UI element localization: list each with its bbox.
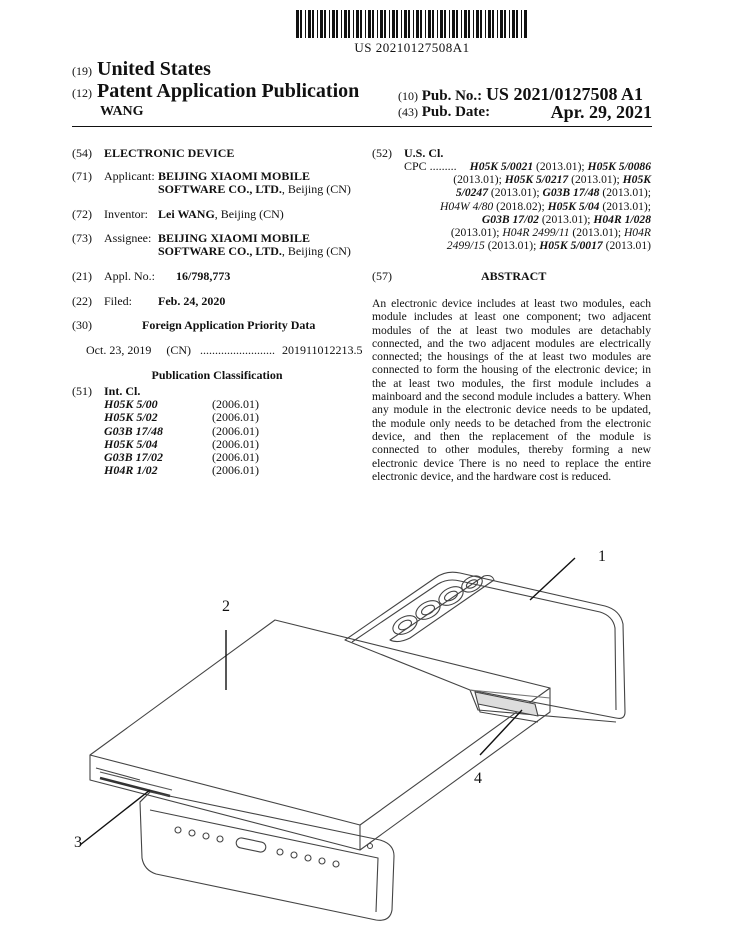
filed-label: Filed: [104,294,133,308]
foreign-priority-title: Foreign Application Priority Data [142,318,316,332]
applicant-line2-bold: SOFTWARE CO., LTD. [158,182,282,196]
int-cl-code: H05K 5/02 [104,410,158,425]
applicant-field [72,170,362,198]
cpc-line: (2013.01); H04R 2499/11 (2013.01); H04R [450,226,651,240]
country-heading [72,58,211,81]
barcode-pub-number: US 20210127508A1 [354,40,470,55]
int-cl-code: H05K 5/04 [104,436,158,451]
publication-type-heading [72,80,359,103]
cpc-line: 2499/15 (2013.01); H05K 5/0017 (2013.01) [446,239,651,253]
int-cl-year: (2006.01) [212,450,259,465]
uscl-label: U.S. Cl. [404,146,444,160]
applicant-line2-rest: , Beijing (CN) [281,182,351,196]
figure-label-1: 1 [598,548,606,565]
int-cl-year: (2006.01) [212,423,259,438]
abstract-header [372,270,652,284]
date-label: Pub. Date: [421,104,491,120]
int-cl-code: H05K 5/00 [104,397,158,411]
int-cl-row [104,411,284,424]
filed-tag: (22) [72,294,92,308]
inventor-value [158,208,284,221]
intcl-tag: (51) [72,384,92,398]
int-cl-code: H04R 1/02 [104,463,158,478]
module-2-drawing [90,620,550,850]
appl-no-field [72,270,362,284]
pubno-label: Pub. No.: [421,88,483,104]
pubno-value: US 2021/0127508 A1 [485,84,643,104]
invention-title: ELECTRONIC DEVICE [104,146,235,160]
pub-date-label-line [398,104,490,121]
assignee-line2-bold: SOFTWARE CO., LTD. [158,244,282,258]
int-cl-row [104,425,284,438]
int-cl-year: (2006.01) [212,397,259,411]
foreign-date: Oct. 23, 2019 [86,343,152,357]
figure-label-2: 2 [222,598,230,615]
inventor-surname: WANG [100,104,144,119]
applicant-label: Applicant: [104,169,155,183]
assignee-line1: BEIJING XIAOMI MOBILE [158,231,311,245]
filed-field [72,295,362,309]
int-cl-row [104,398,284,411]
assignee-line2 [158,245,351,258]
inventor-name: Lei WANG [158,207,215,221]
assignee-line2-rest: , Beijing (CN) [281,244,351,258]
applicant-line2 [158,183,351,196]
cpc-line: G03B 17/02 (2013.01); H04R 1/028 [481,212,651,226]
int-cl-row [104,464,284,477]
barcode-image [296,10,528,38]
cpc-line: H04W 4/80 (2018.02); H05K 5/04 (2013.01); [440,199,651,213]
figure-label-3: 3 [74,834,82,851]
inventor-location: , Beijing (CN) [214,207,284,221]
cpc-line: (2013.01); H05K 5/0217 (2013.01); H05K [453,173,651,187]
cpc-line: 5/0247 (2013.01); G03B 17/48 (2013.01); [455,186,651,200]
int-cl-code: G03B 17/02 [104,450,164,465]
abstract-text: An electronic device includes at least two modules, each module includes at least one component; two adjacent modules of the at least two modules are detachably connected, and the two adjacent modules are electrically connected; the housings of the at least two modules are connected to form the housing of the electronic device; in the at least two modules, the first module includes a mainboard and the second module includes a battery. When any module in the electronic device needs to be updated, the module only needs to be detached from the electronic device, and then the replacement of the module is connected to other modules, thereby forming a new electronic device There is no need to replace the entire electronic device, and the hardware cost is reduced. [372,297,651,483]
module-3-drawing [140,792,394,920]
foreign-priority-header [72,319,362,333]
intcl-label: Int. Cl. [104,384,141,398]
foreign-dots: ......................... [200,343,275,357]
appl-tag: (21) [72,269,92,283]
inventor-label: Inventor: [104,207,148,221]
assignee-tag: (73) [72,231,92,245]
int-cl-year: (2006.01) [212,410,259,425]
assignee-label: Assignee: [104,231,152,245]
title-field [72,147,362,161]
applicant-tag: (71) [72,169,92,183]
cpc-line: H05K 5/0021 (2013.01); H05K 5/0086 [469,160,651,173]
abstract-tag: (57) [372,269,392,283]
int-cl-row [104,438,284,451]
abstract-title: ABSTRACT [481,269,547,283]
int-cl-year: (2006.01) [212,463,259,478]
int-cl-code: G03B 17/48 [104,423,164,438]
header-rule [72,126,652,127]
country-tag: (19) [72,64,92,78]
type-tag: (12) [72,86,92,100]
foreign-country: (CN) [166,343,191,357]
cpc-label: CPC ......... [404,159,457,173]
uscl-tag: (52) [372,146,392,160]
inventor-field [72,208,362,222]
int-cl-row [104,451,284,464]
foreign-number: 201911012213.5 [282,343,363,357]
appl-value: 16/798,773 [176,269,231,283]
pubno-tag: (10) [398,89,418,103]
country-name: United States [97,58,211,80]
figure-label-4: 4 [474,770,482,787]
publication-classification-title: Publication Classification [151,368,283,382]
inventor-tag: (72) [72,207,92,221]
int-cl-year: (2006.01) [212,436,259,451]
publication-type: Patent Application Publication [97,80,360,102]
appl-label: Appl. No.: [104,269,155,283]
foreign-priority-entry [86,344,366,358]
assignee-field [72,232,362,260]
cpc-classification-list [440,160,651,252]
leader-line-3 [80,790,150,845]
applicant-line1: BEIJING XIAOMI MOBILE [158,169,311,183]
filed-value: Feb. 24, 2020 [158,294,226,308]
int-cl-list [104,398,284,478]
patent-figure-drawing [60,540,680,930]
pub-date-value: Apr. 29, 2021 [550,102,652,122]
foreign-tag: (30) [72,318,92,332]
title-tag: (54) [72,146,92,160]
date-tag: (43) [398,105,418,119]
